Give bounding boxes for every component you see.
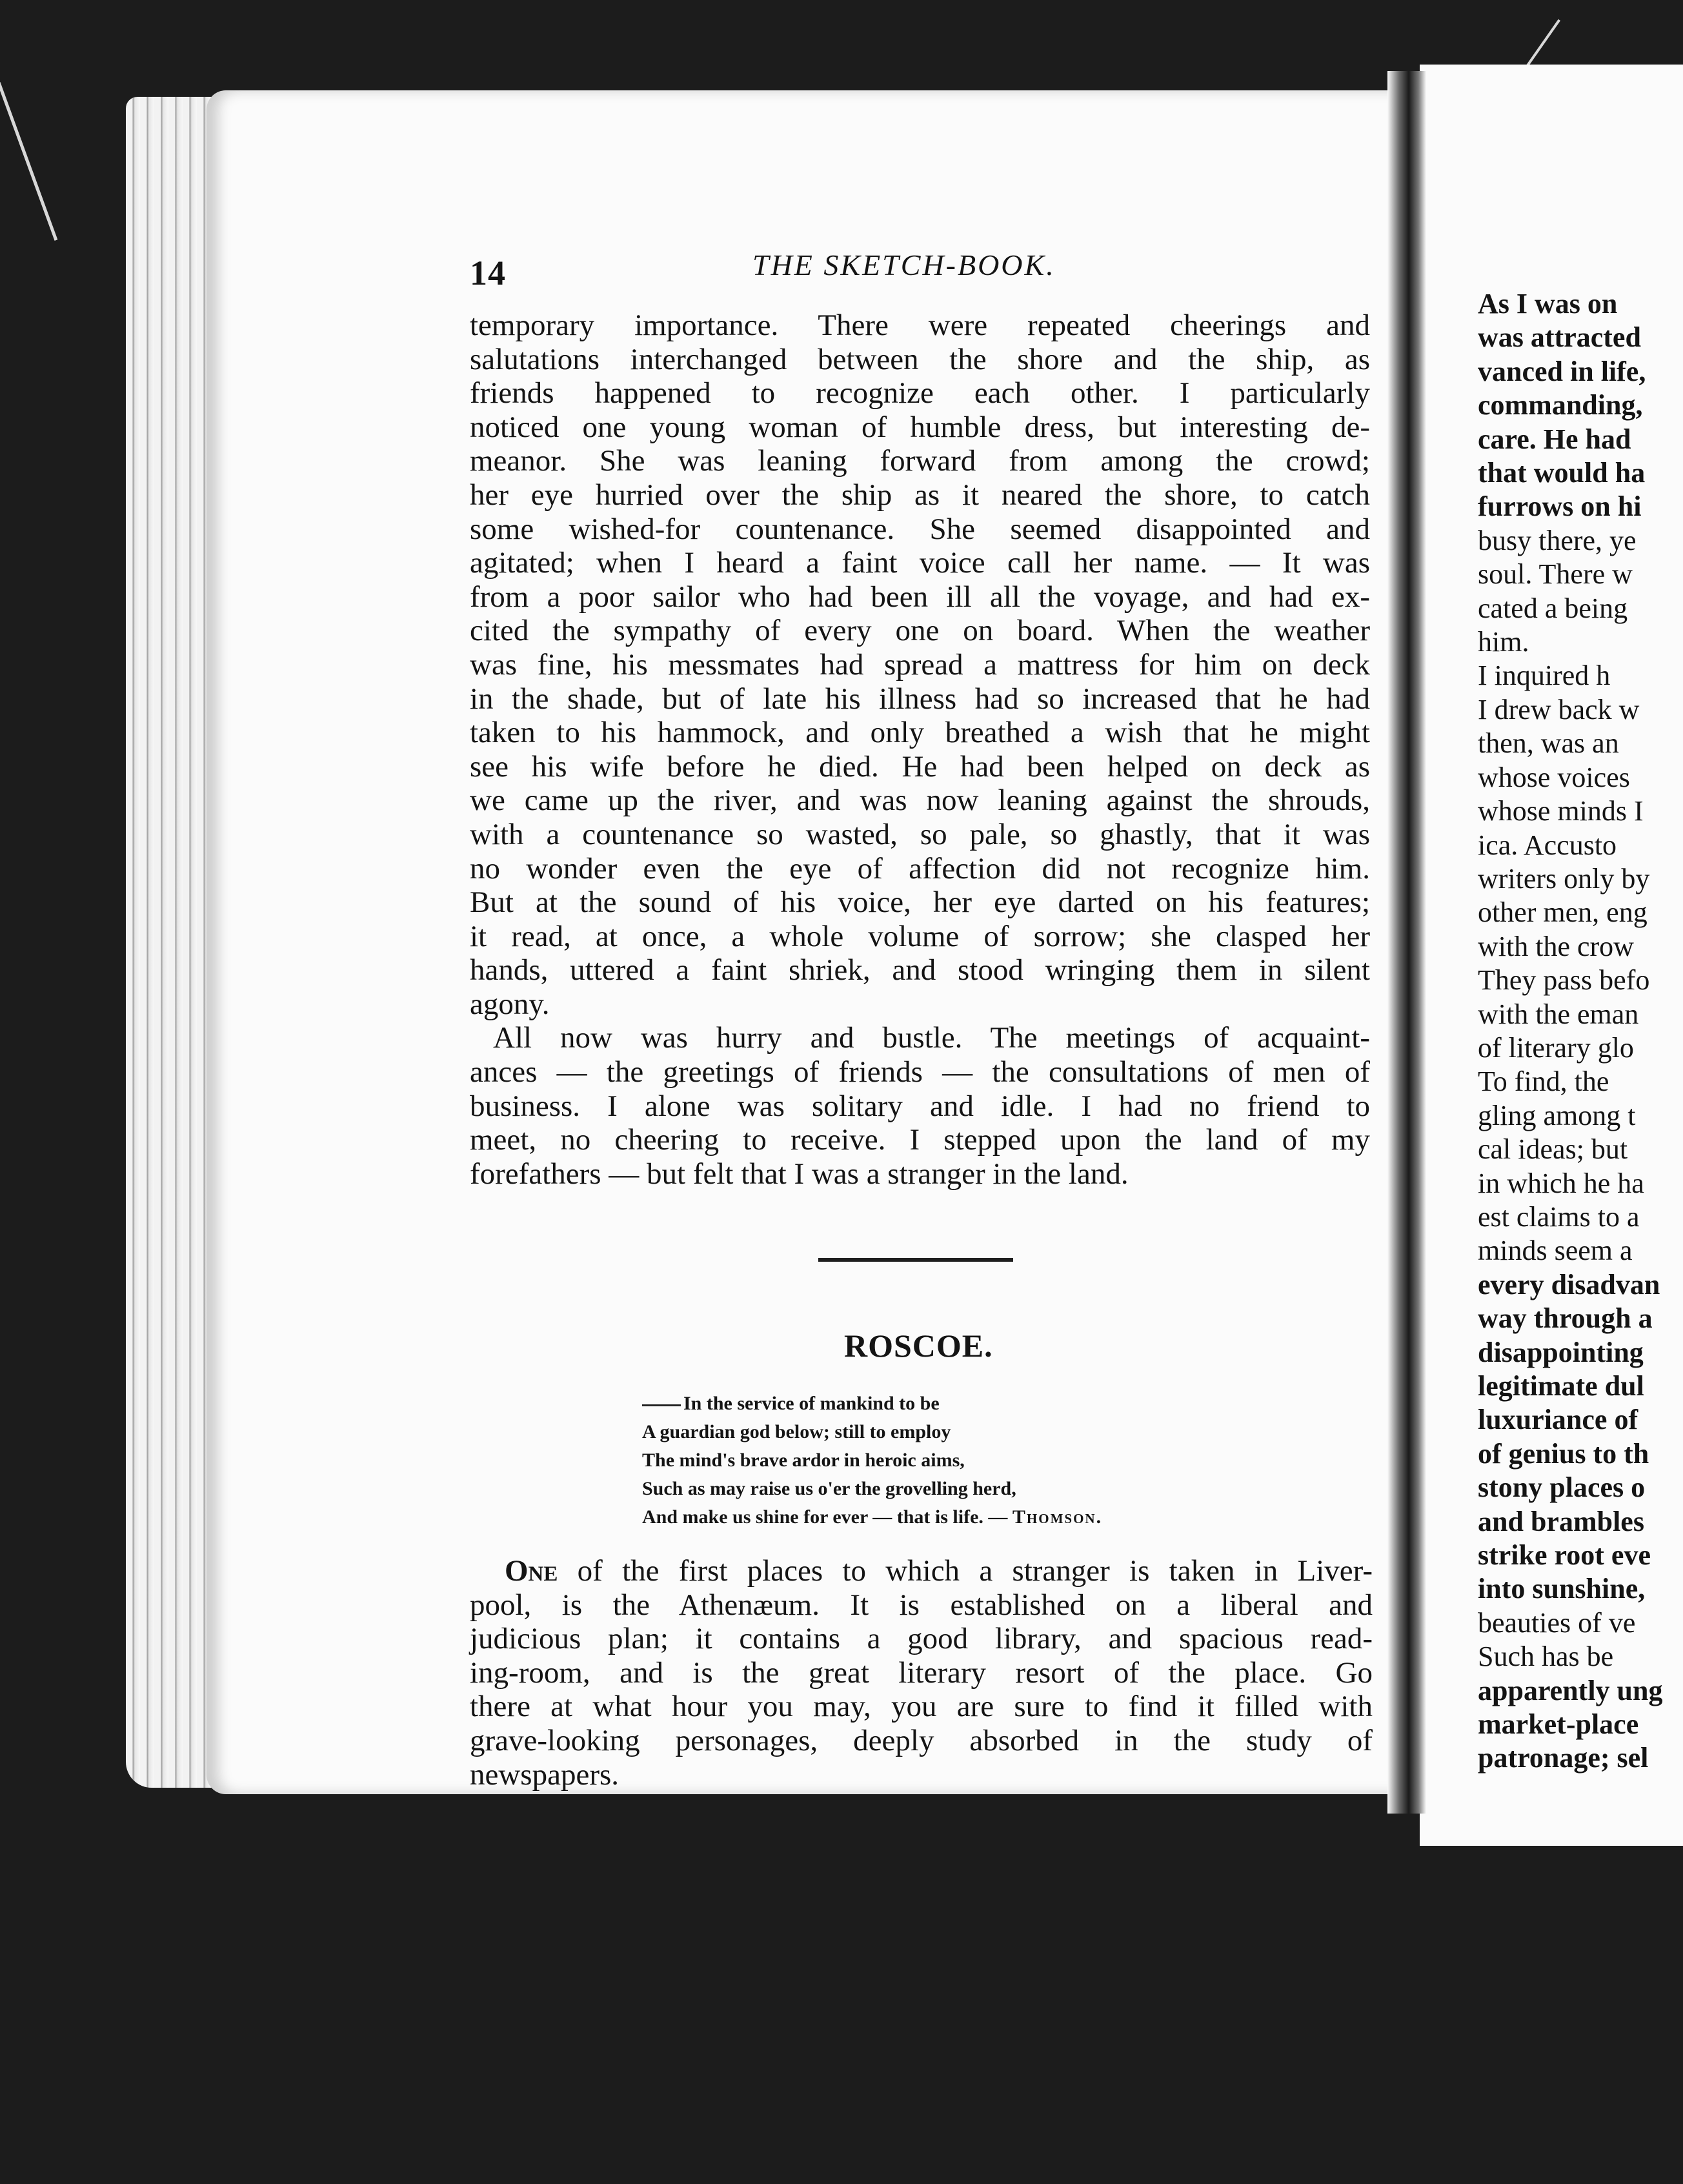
text-line: hands, uttered a faint shriek, and stood wringing them in silent: [470, 953, 1370, 987]
facing-page-line: luxuriance of: [1478, 1404, 1638, 1436]
text-line: there at what hour you may, you are sure to find it filled with: [470, 1690, 1373, 1724]
facing-page-line: They pass befo: [1478, 964, 1650, 996]
text-line: cited the sympathy of every one on board. When the weather: [470, 614, 1370, 648]
facing-page-line: apparently ung: [1478, 1674, 1663, 1706]
text-line: was fine, his messmates had spread a mattress for him on deck: [470, 647, 1370, 682]
text-line: some wished-for countenance. She seemed disappointed and: [470, 512, 1370, 546]
paragraph-athenaeum: [470, 1588, 1373, 1792]
text-line: newspapers.: [470, 1757, 620, 1792]
facing-page-line: then, was an: [1478, 727, 1619, 760]
text-line: from a poor sailor who had been ill all the voyage, and had ex-: [470, 580, 1370, 614]
text-line: no wonder even the eye of affection did not recognize him.: [470, 851, 1370, 885]
facing-page-line: est claims to a: [1478, 1200, 1640, 1233]
text-line: salutations interchanged between the shore and the ship, as: [470, 342, 1370, 376]
page-number: 14: [470, 254, 506, 292]
facing-page-line: him.: [1478, 626, 1529, 658]
text-line: meanor. She was leaning forward from among the crowd;: [470, 444, 1370, 478]
text-line: her eye hurried over the ship as it neared the shore, to catch: [470, 478, 1370, 512]
text-line: ances — the greetings of friends — the consultations of men of: [470, 1055, 1370, 1089]
facing-page-line: writers only by: [1478, 862, 1650, 895]
roscoe-opening-text: [470, 1554, 1373, 1792]
facing-page-line: To find, the: [1478, 1066, 1609, 1098]
paragraph-voyage-arrival: [470, 308, 1370, 1021]
facing-page-line: market-place: [1478, 1708, 1639, 1741]
facing-page-line: legitimate dul: [1478, 1370, 1644, 1402]
text-line: taken to his hammock, and only breathed a wish that he might: [470, 716, 1370, 750]
text-line: pool, is the Athenæum. It is established on a liberal and: [470, 1588, 1373, 1622]
epigraph-line: And make us shine for ever — that is life. — Thomson.: [642, 1506, 1103, 1528]
text-line: agitated; when I heard a faint voice call her name. — It was: [470, 546, 1370, 580]
running-title: THE SKETCH-BOOK.: [752, 248, 1056, 281]
facing-page-line: minds seem a: [1478, 1235, 1633, 1267]
text-line: friends happened to recognize each other. I particularly: [470, 376, 1370, 410]
text-line: ing-room, and is the great literary resort of the place. Go: [470, 1655, 1373, 1690]
facing-page-line: I drew back w: [1478, 693, 1640, 725]
facing-page-line: patronage; sel: [1478, 1742, 1649, 1774]
facing-page-line: every disadvan: [1478, 1268, 1660, 1300]
facing-page-line: of literary glo: [1478, 1031, 1634, 1064]
facing-page-line: busy there, ye: [1478, 524, 1637, 556]
book-gutter: [1387, 71, 1426, 1814]
facing-page-line: vanced in life,: [1478, 355, 1646, 387]
text-line: in the shade, but of late his illness had so increased that he had: [470, 682, 1370, 716]
section-divider: [818, 1258, 1013, 1262]
facing-page-line: cal ideas; but: [1478, 1133, 1628, 1166]
facing-page-line: Such has be: [1478, 1641, 1614, 1673]
facing-page-line: whose minds I: [1478, 795, 1644, 827]
text-line: meet, no cheering to receive. I stepped upon the land of my: [470, 1123, 1370, 1157]
facing-page-line: care. He had: [1478, 423, 1631, 455]
facing-page-line: into sunshine,: [1478, 1573, 1646, 1605]
facing-page-line: with the crow: [1478, 930, 1634, 962]
epigraph: [642, 1390, 1223, 1532]
facing-page-line: soul. There w: [1478, 558, 1633, 591]
facing-page-line: gling among t: [1478, 1099, 1636, 1131]
epigraph-author: Thomson.: [1012, 1506, 1103, 1528]
paragraph-landing: [470, 1021, 1370, 1191]
epigraph-line: A guardian god below; still to employ: [642, 1421, 951, 1442]
text-line: All now was hurry and bustle. The meetings of acquaint-: [493, 1021, 1370, 1055]
facing-page-line: and brambles: [1478, 1505, 1644, 1537]
facing-page-line: whose voices: [1478, 761, 1630, 793]
facing-page-line: strike root eve: [1478, 1539, 1651, 1572]
text-line: business. I alone was solitary and idle. I had no friend to: [470, 1089, 1370, 1123]
facing-page-text: [1478, 287, 1683, 1775]
text-line: we came up the river, and was now leaning against the shrouds,: [470, 784, 1370, 818]
facing-page-line: was attracted: [1478, 321, 1641, 354]
facing-page-line: furrows on hi: [1478, 490, 1642, 523]
facing-page-line: cated a being: [1478, 592, 1628, 624]
text-line: forefathers — but felt that I was a stranger in the land.: [470, 1157, 1129, 1191]
text-line: temporary importance. There were repeated cheerings and: [470, 308, 1370, 342]
text-line: see his wife before he died. He had been helped on deck as: [470, 749, 1370, 784]
facing-page-line: of genius to th: [1478, 1437, 1649, 1470]
facing-page-line: As I was on: [1478, 288, 1618, 319]
facing-page-line: commanding,: [1478, 389, 1643, 421]
facing-page-line: ica. Accusto: [1478, 829, 1617, 861]
text-line: with a countenance so wasted, so pale, so ghastly, that it was: [470, 817, 1370, 851]
epigraph-dash: [642, 1404, 681, 1406]
scan-background-mark: [0, 82, 57, 241]
epigraph-line: The mind's brave ardor in heroic aims,: [642, 1450, 965, 1471]
opening-word: One: [505, 1554, 558, 1588]
text-line: agony.: [470, 987, 550, 1021]
facing-page-line: stony places o: [1478, 1471, 1646, 1504]
facing-page-line: with the eman: [1478, 998, 1639, 1030]
text-line: grave-looking personages, deeply absorbed in the study of: [470, 1723, 1373, 1757]
text-line: But at the sound of his voice, her eye darted on his features;: [470, 885, 1370, 920]
text-line: judicious plan; it contains a good library, and spacious read-: [470, 1622, 1373, 1656]
facing-page-line: beauties of ve: [1478, 1606, 1636, 1639]
facing-page-line: way through a: [1478, 1302, 1653, 1335]
facing-page-line: other men, eng: [1478, 896, 1648, 929]
body-text: [470, 308, 1370, 1191]
text-line: noticed one young woman of humble dress, but interesting de-: [470, 410, 1370, 444]
text-line: it read, at once, a whole volume of sorrow; she clasped her: [470, 919, 1370, 953]
facing-page-line: in which he ha: [1478, 1167, 1644, 1199]
epigraph-line: In the service of mankind to be: [642, 1390, 1223, 1418]
facing-page-line: that would ha: [1478, 457, 1646, 489]
facing-page-line: disappointing: [1478, 1336, 1644, 1368]
section-title: ROSCOE.: [844, 1328, 993, 1364]
facing-page-line: I inquired h: [1478, 660, 1611, 692]
epigraph-line: Such as may raise us o'er the grovelling herd,: [642, 1478, 1016, 1499]
text-line: One of the first places to which a stranger is taken in Liver-: [505, 1554, 1373, 1588]
